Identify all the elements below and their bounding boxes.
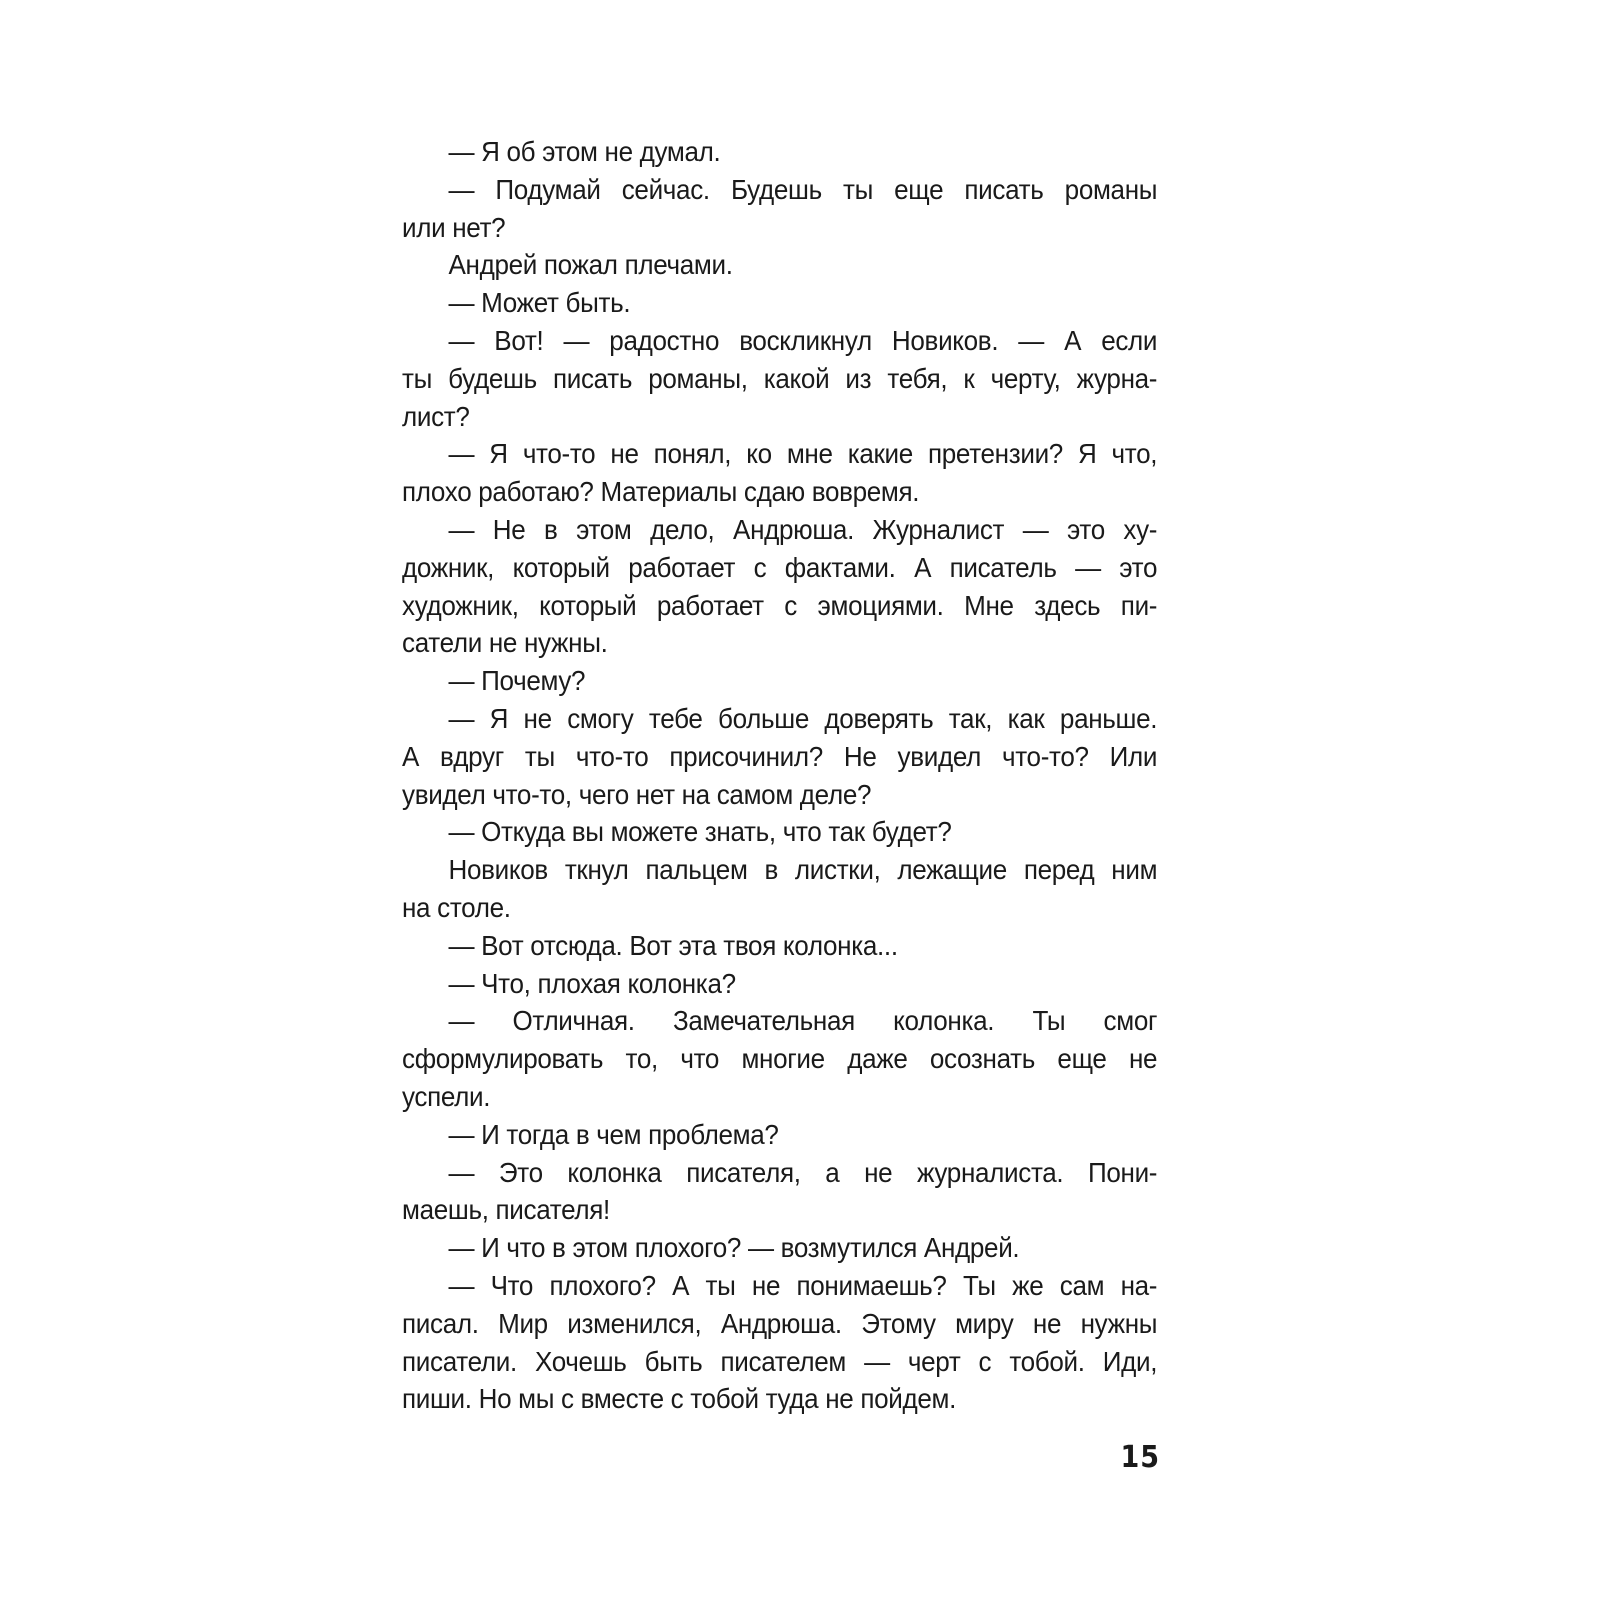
text-line: — Вот отсюда. Вот эта твоя колонка... [448, 929, 898, 961]
text-line: писал. Мир изменился, Андрюша. Этому миру не нужны [402, 1307, 1158, 1339]
text-line: пиши. Но мы с вместе с тобой туда не пойдем. [402, 1383, 957, 1415]
text-line: А вдруг ты что-то присочинил? Не увидел что-то? Или [402, 740, 1158, 772]
text-line: Андрей пожал плечами. [448, 249, 733, 281]
text-line: или нет? [402, 211, 506, 243]
text-line: успели. [402, 1080, 491, 1112]
text-line: сформулировать то, что многие даже осознать еще не [402, 1043, 1158, 1075]
text-line: художник, который работает с эмоциями. Мне здесь пи- [402, 589, 1158, 621]
text-line: лист? [402, 400, 470, 432]
text-line: — Не в этом дело, Андрюша. Журналист — это ху- [448, 513, 1158, 545]
text-line: — Я что-то не понял, ко мне какие претензии? Я что, [448, 438, 1158, 470]
text-line: ты будешь писать романы, какой из тебя, к черту, журна- [402, 362, 1158, 394]
text-line: — Что плохого? А ты не понимаешь? Ты же сам на- [448, 1269, 1158, 1301]
text-line: — Я об этом не думал. [448, 136, 721, 167]
text-line: маешь, писателя! [402, 1194, 610, 1226]
page-body-text [402, 133, 1158, 1418]
text-line: плохо работаю? Материалы сдаю вовремя. [402, 476, 920, 508]
text-line: — Отличная. Замечательная колонка. Ты смог [448, 1005, 1158, 1037]
text-line: писатели. Хочешь быть писателем — черт с тобой. Иди, [402, 1345, 1158, 1377]
text-line: — Это колонка писателя, а не журналиста. Пони- [448, 1156, 1158, 1188]
text-line: — Почему? [448, 665, 586, 697]
text-line: — Что, плохая колонка? [448, 967, 736, 999]
text-line: дожник, который работает с фактами. А писатель — это [402, 551, 1158, 583]
text-line: Новиков ткнул пальцем в листки, лежащие перед ним [448, 854, 1158, 886]
text-lines [402, 133, 1157, 1418]
text-line: сатели не нужны. [402, 627, 608, 659]
text-line: — И тогда в чем проблема? [448, 1118, 779, 1150]
text-line: — Откуда вы можете знать, что так будет? [448, 816, 952, 848]
text-line: — И что в этом плохого? — возмутился Андрей. [448, 1232, 1020, 1264]
text-line: — Подумай сейчас. Будешь ты еще писать романы [448, 173, 1158, 205]
text-line: — Вот! — радостно воскликнул Новиков. — А если [448, 324, 1158, 356]
text-line: увидел что-то, чего нет на самом деле? [402, 778, 872, 810]
text-line: — Может быть. [448, 287, 631, 319]
text-line: — Я не смогу тебе больше доверять так, как раньше. [448, 702, 1158, 734]
text-line: на столе. [402, 891, 511, 923]
page-number: 15 [1120, 1440, 1160, 1475]
